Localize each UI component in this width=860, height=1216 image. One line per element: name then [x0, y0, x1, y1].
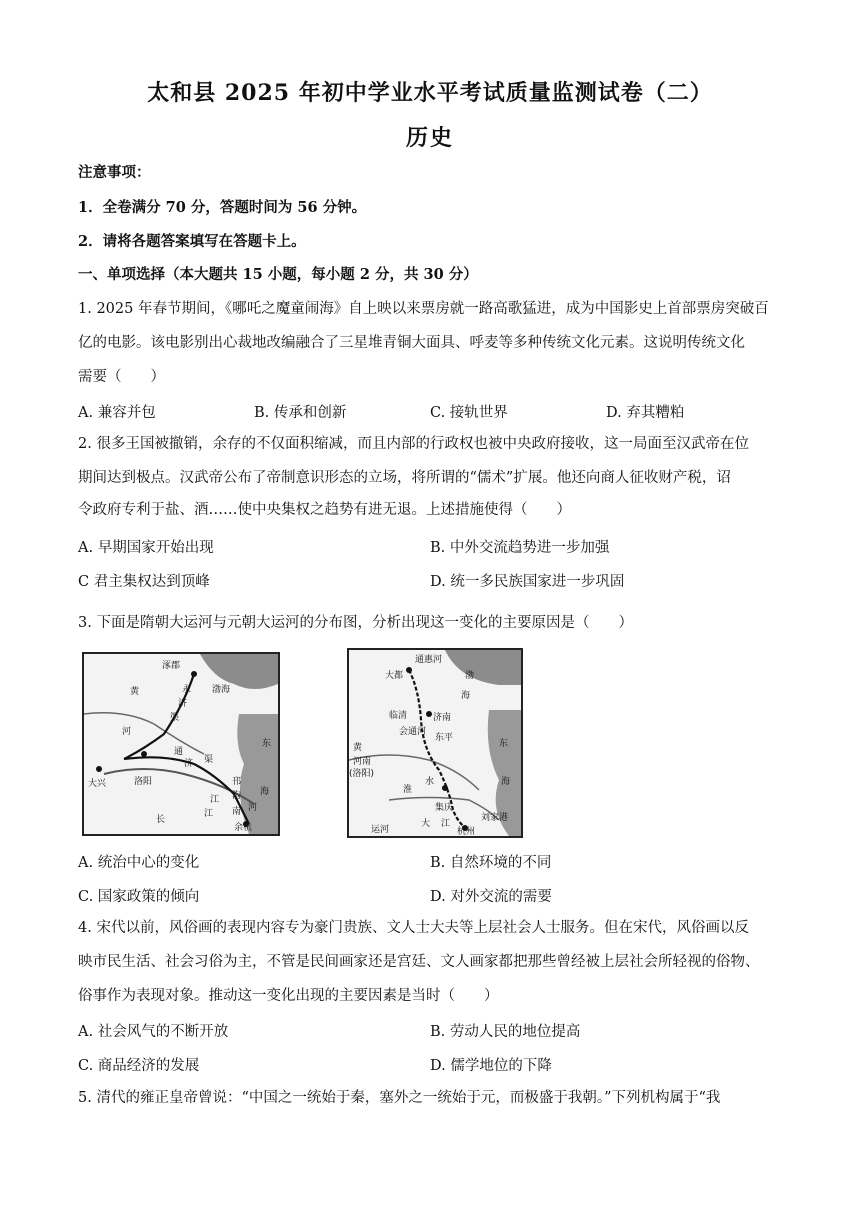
map1-label: 大兴	[88, 779, 107, 789]
map2-label: 济南	[433, 713, 452, 723]
notice-item: 2．请将各题答案填写在答题卡上。	[78, 233, 306, 250]
q1-option-a[interactable]: A. 兼容并包	[78, 405, 156, 421]
map2-label: 通惠河	[415, 655, 443, 665]
map1-label: 济	[184, 759, 194, 769]
question-1-text: 1. 2025 年春节期间，《哪吒之魔童闹海》自上映以来票房就一路高歌猛进，成为中国影史上首部票房突破百	[78, 301, 769, 317]
question-5-text: 5. 清代的雍正皇帝曾说：“中国之一统始于秦，塞外之一统始于元，而极盛于我朝。”下列机构属于“我	[78, 1090, 721, 1106]
map2-label: 渤	[465, 671, 475, 681]
q2-option-b[interactable]: B. 中外交流趋势进一步加强	[430, 540, 610, 556]
q4-option-b[interactable]: B. 劳动人民的地位提高	[430, 1024, 581, 1040]
map1-label: 河	[122, 727, 132, 737]
map1-label: 江	[210, 795, 220, 805]
map1-label: 济	[178, 699, 188, 709]
q2-option-c[interactable]: C 君主集权达到顶峰	[78, 574, 210, 590]
map1-label: 邗	[232, 777, 242, 787]
map2-legend: 运河	[371, 825, 390, 835]
sui-canal-map	[82, 652, 280, 836]
map2-label: 杭州	[457, 827, 476, 836]
map1-label: 南	[232, 807, 242, 817]
notice-heading: 注意事项：	[78, 164, 151, 181]
question-2-text: 期间达到极点。汉武帝公布了帝制意识形态的立场，将所谓的“儒术”扩展。他还向商人征收财产税，诏	[78, 470, 731, 486]
map1-label: 黄	[130, 687, 140, 697]
map1-label: 渠	[170, 713, 180, 723]
map2-label: 集庆	[435, 803, 454, 813]
map1-label: 渠	[204, 755, 214, 765]
notice-item: 1．全卷满分 70 分，答题时间为 56 分钟。	[78, 199, 367, 216]
map2-label: 临清	[389, 711, 408, 721]
q1-option-c[interactable]: C. 接轨世界	[430, 405, 508, 421]
q3-option-d[interactable]: D. 对外交流的需要	[430, 889, 552, 905]
q1-option-d[interactable]: D. 弃其糟粕	[606, 405, 685, 421]
q4-option-d[interactable]: D. 儒学地位的下降	[430, 1058, 552, 1074]
map1-label: 长	[156, 815, 166, 825]
q4-option-c[interactable]: C. 商品经济的发展	[78, 1058, 200, 1074]
q4-option-a[interactable]: A. 社会风气的不断开放	[78, 1024, 229, 1040]
map2-label: 海	[461, 691, 471, 701]
map1-label: 江	[204, 809, 214, 819]
map2-label: 大都	[385, 671, 404, 681]
map2-label: 会通河	[399, 727, 427, 737]
map1-label: 东	[262, 739, 272, 749]
map2-label: (洛阳)	[349, 769, 375, 779]
map1-label: 余杭	[234, 823, 253, 833]
question-3-text: 3. 下面是隋朝大运河与元朝大运河的分布图，分析出现这一变化的主要原因是（ ）	[78, 615, 633, 631]
map1-label: 涿郡	[162, 661, 181, 671]
map2-label: 海	[501, 777, 511, 787]
q2-option-d[interactable]: D. 统一多民族国家进一步巩固	[430, 574, 625, 590]
map1-label: 渤海	[212, 685, 231, 695]
map2-label: 大	[421, 819, 431, 829]
map1-label: 河	[248, 803, 258, 813]
q1-option-b[interactable]: B. 传承和创新	[254, 405, 347, 421]
map1-label: 永	[182, 685, 192, 695]
map2-label: 河南	[353, 757, 372, 767]
map2-label: 东平	[435, 733, 454, 743]
map1-label: 沟	[232, 791, 242, 801]
question-4-text: 映市民生活、社会习俗为主，不管是民间画家还是宫廷、文人画家都把那些曾经被上层社会所轻视的俗物、	[78, 954, 760, 970]
map2-label: 淮	[403, 785, 413, 795]
map2-label: 江	[441, 819, 451, 829]
map1-label: 洛阳	[134, 777, 153, 787]
question-2-text: 令政府专利于盐、酒……使中央集权之趋势有进无退。上述措施使得（ ）	[78, 502, 571, 518]
exam-title: 太和县 2025 年初中学业水平考试质量监测试卷（二）	[147, 80, 713, 106]
yuan-canal-map	[347, 648, 523, 838]
question-4-text: 4. 宋代以前，风俗画的表现内容专为豪门贵族、文人士大夫等上层社会人士服务。但在宋代，风俗画以反	[78, 920, 749, 936]
question-4-text: 俗事作为表现对象。推动这一变化出现的主要因素是当时（ ）	[78, 988, 499, 1004]
q3-option-c[interactable]: C. 国家政策的倾向	[78, 889, 200, 905]
q3-option-a[interactable]: A. 统治中心的变化	[78, 855, 200, 871]
question-2-text: 2. 很多王国被撤销，余存的不仅面积缩减，而且内部的行政权也被中央政府接收，这一局面至汉武帝在位	[78, 436, 749, 452]
map1-label: 海	[260, 787, 270, 797]
map2-label: 刘家港	[481, 813, 509, 823]
map1-label: 通	[174, 747, 184, 757]
question-1-text: 需要（ ）	[78, 369, 165, 385]
map2-label: 黄	[353, 743, 363, 753]
question-1-text: 亿的电影。该电影别出心裁地改编融合了三星堆青铜大面具、呼麦等多种传统文化元素。这说明传统文化	[78, 335, 745, 351]
map2-label: 水	[425, 777, 435, 787]
q3-option-b[interactable]: B. 自然环境的不同	[430, 855, 552, 871]
q2-option-a[interactable]: A. 早期国家开始出现	[78, 540, 214, 556]
subject-title: 历史	[405, 125, 454, 151]
section-heading: 一、单项选择（本大题共 15 小题，每小题 2 分，共 30 分）	[78, 266, 478, 283]
map2-label: 东	[499, 739, 509, 749]
